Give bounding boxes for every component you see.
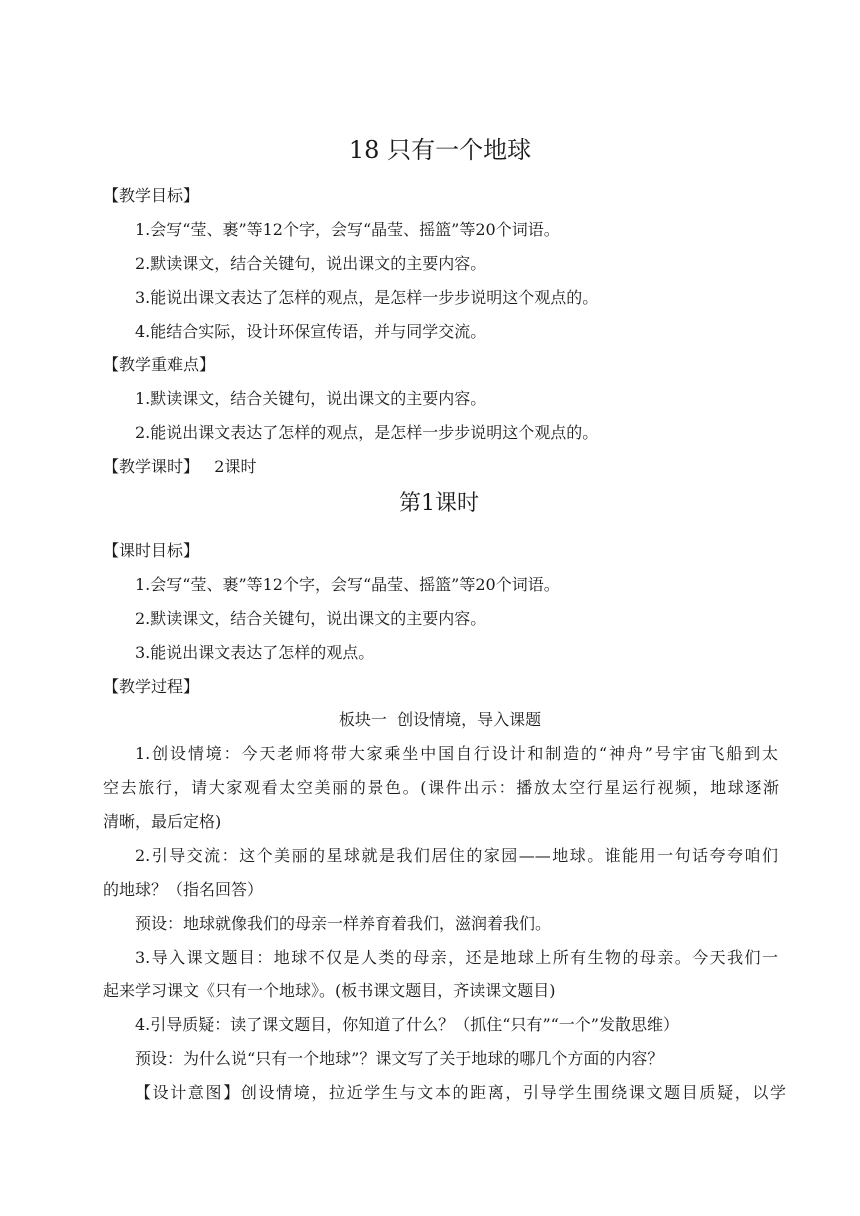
key-points-heading: 【教学重难点】 <box>103 355 216 374</box>
session-goal-item: 1.会写“莹、裹”等12个字，会写“晶莹、摇篮”等20个词语。 <box>135 575 560 594</box>
session-goal-item: 2.默读课文，结合关键句，说出课文的主要内容。 <box>135 609 487 628</box>
paragraph-line: 1.创设情境：今天老师将带大家乘坐中国自行设计和制造的“神舟”号宇宙飞船到太 <box>135 744 778 763</box>
paragraph-line: 4.引导质疑：读了课文题目，你知道了什么？（抓住“只有”“一个”发散思维） <box>135 1015 679 1034</box>
paragraph-line: 【设计意图】创设情境，拉近学生与文本的距离，引导学生围绕课文题目质疑，以学 <box>135 1083 786 1102</box>
session-goal-item: 3.能说出课文表达了怎样的观点。 <box>135 643 375 662</box>
key-point-item: 1.默读课文，结合关键句，说出课文的主要内容。 <box>135 389 487 408</box>
teaching-goal-item: 3.能说出课文表达了怎样的观点，是怎样一步步说明这个观点的。 <box>135 288 599 307</box>
teaching-process-heading: 【教学过程】 <box>103 677 200 696</box>
paragraph-line: 2.引导交流：这个美丽的星球就是我们居住的家园——地球。谁能用一句话夸夸咱们 <box>135 846 778 865</box>
section-title: 板块一 创设情境，导入课题 <box>338 710 542 729</box>
paragraph-line: 3.导入课文题目：地球不仅是人类的母亲，还是地球上所有生物的母亲。今天我们一 <box>135 948 778 967</box>
document-title: 18 只有一个地球 <box>348 136 532 164</box>
paragraph-line: 预设：为什么说“只有一个地球”？课文写了关于地球的哪几个方面的内容？ <box>135 1049 664 1068</box>
key-point-item: 2.能说出课文表达了怎样的观点，是怎样一步步说明这个观点的。 <box>135 423 599 442</box>
teaching-goal-item: 4.能结合实际，设计环保宣传语，并与同学交流。 <box>135 322 487 341</box>
teaching-goal-item: 2.默读课文，结合关键句，说出课文的主要内容。 <box>135 254 487 273</box>
session-goals-heading: 【课时目标】 <box>103 541 200 560</box>
paragraph-line: 清晰，最后定格) <box>103 812 222 831</box>
paragraph-line: 预设：地球就像我们的母亲一样养育着我们，滋润着我们。 <box>135 914 552 933</box>
paragraph-line: 空去旅行，请大家观看太空美丽的景色。(课件出示：播放太空行星运行视频，地球逐渐 <box>103 778 779 797</box>
teaching-hours-line: 【教学课时】 2课时 <box>103 457 257 476</box>
teaching-goal-item: 1.会写“莹、裹”等12个字，会写“晶莹、摇篮”等20个词语。 <box>135 220 560 239</box>
teaching-goals-heading: 【教学目标】 <box>103 186 200 205</box>
paragraph-line: 起来学习课文《只有一个地球》。(板书课文题目，齐读课文题目) <box>103 981 556 1000</box>
session-title: 第1课时 <box>399 491 479 516</box>
paragraph-line: 的地球？（指名回答） <box>103 880 264 899</box>
